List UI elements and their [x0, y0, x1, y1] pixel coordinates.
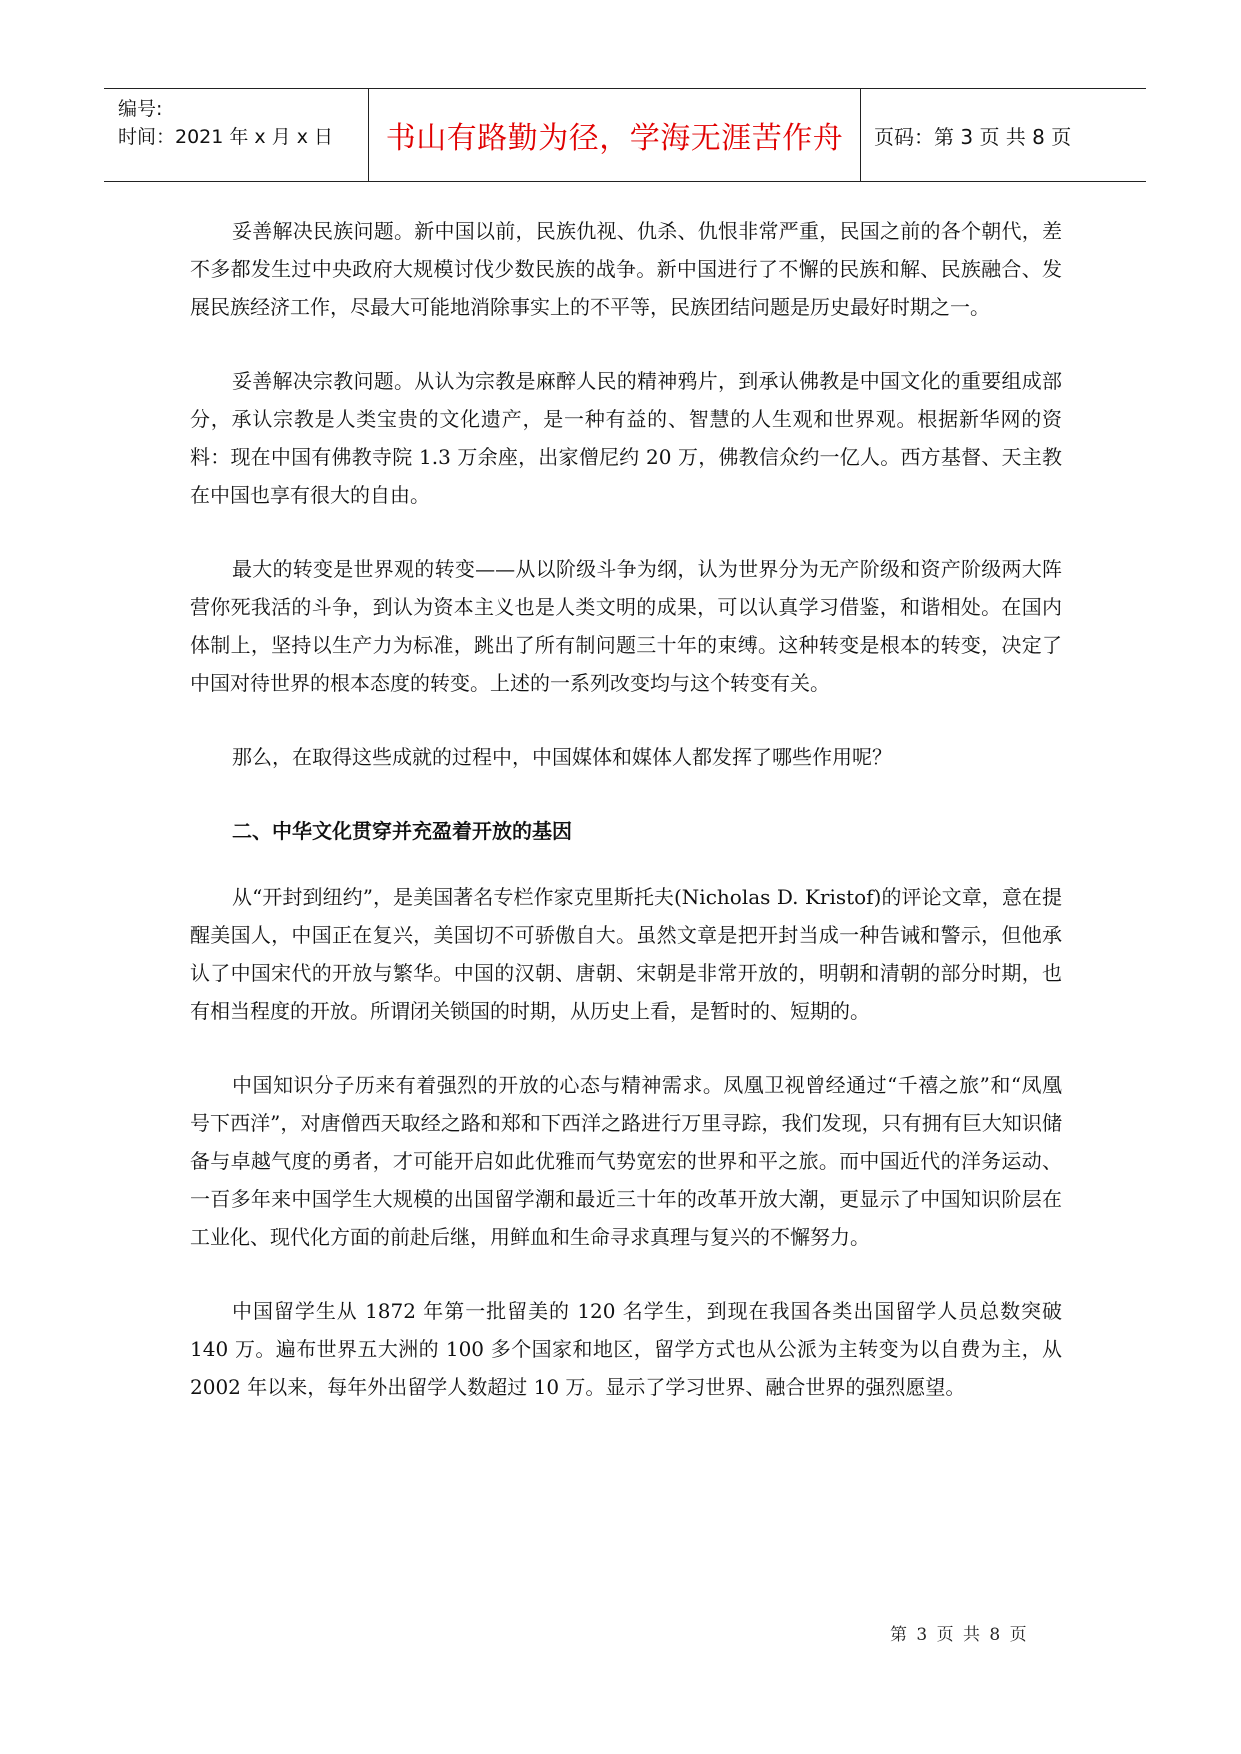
header-motto: 书山有路勤为径，学海无涯苦作舟	[385, 121, 844, 156]
page-footer: 第 3 页 共 8 页	[890, 1625, 1029, 1645]
page-header	[104, 88, 1146, 182]
document-body	[190, 212, 1062, 1442]
header-page-label: 页码：第 3 页 共 8 页	[874, 124, 1072, 149]
header-divider	[860, 89, 861, 181]
body-paragraph: 那么，在取得这些成就的过程中，中国媒体和媒体人都发挥了哪些作用呢？	[232, 745, 892, 769]
body-paragraph: 中国知识分子历来有着强烈的开放的心态与精神需求。凤凰卫视曾经通过“千禧之旅”和“凤凰号下西洋”，对唐僧西天取经之路和郑和下西洋之路进行万里寻踪，我们发现，只有拥有巨大知识储备与卓越气度的勇者，才可能开启如此优雅而气势宽宏的世界和平之旅。而中国近代的洋务运动、一百多年来中国学生大规模的出国留学潮和最近三十年的改革开放大潮，更显示了中国知识阶层在工业化、现代化方面的前赴后继，用鲜血和生命寻求真理与复兴的不懈努力。	[190, 1073, 1062, 1249]
section-heading: 二、中华文化贯穿并充盈着开放的基因	[232, 819, 572, 843]
body-paragraph: 妥善解决民族问题。新中国以前，民族仇视、仇杀、仇恨非常严重，民国之前的各个朝代，差不多都发生过中央政府大规模讨伐少数民族的战争。新中国进行了不懈的民族和解、民族融合、发展民族经济工作，尽最大可能地消除事实上的不平等，民族团结问题是历史最好时期之一。	[190, 219, 1062, 319]
document-number-label: 编号:	[118, 98, 163, 120]
body-paragraph: 中国留学生从 1872 年第一批留美的 120 名学生，到现在我国各类出国留学人员总数突破 140 万。遍布世界五大洲的 100 多个国家和地区，留学方式也从公派为主转变为以自费为主，从 2002 年以来，每年外出留学人数超过 10 万。显示了学习世界、融合世界的强烈愿望。	[190, 1299, 1062, 1399]
header-meta	[118, 95, 358, 151]
body-paragraph: 从“开封到纽约”，是美国著名专栏作家克里斯托夫(Nicholas D. Kristof)的评论文章，意在提醒美国人，中国正在复兴，美国切不可骄傲自大。虽然文章是把开封当成一种告诫和警示，但他承认了中国宋代的开放与繁华。中国的汉朝、唐朝、宋朝是非常开放的，明朝和清朝的部分时期，也有相当程度的开放。所谓闭关锁国的时期，从历史上看，是暂时的、短期的。	[190, 885, 1062, 1023]
document-time-label: 时间：2021 年 x 月 x 日	[118, 126, 334, 148]
body-paragraph: 最大的转变是世界观的转变——从以阶级斗争为纲，认为世界分为无产阶级和资产阶级两大阵营你死我活的斗争，到认为资本主义也是人类文明的成果，可以认真学习借鉴，和谐相处。在国内体制上，坚持以生产力为标准，跳出了所有制问题三十年的束缚。这种转变是根本的转变，决定了中国对待世界的根本态度的转变。上述的一系列改变均与这个转变有关。	[190, 557, 1062, 695]
body-paragraph: 妥善解决宗教问题。从认为宗教是麻醉人民的精神鸦片，到承认佛教是中国文化的重要组成部分，承认宗教是人类宝贵的文化遗产，是一种有益的、智慧的人生观和世界观。根据新华网的资料：现在中国有佛教寺院 1.3 万余座，出家僧尼约 20 万，佛教信众约一亿人。西方基督、天主教在中国也享有很大的自由。	[190, 369, 1062, 507]
